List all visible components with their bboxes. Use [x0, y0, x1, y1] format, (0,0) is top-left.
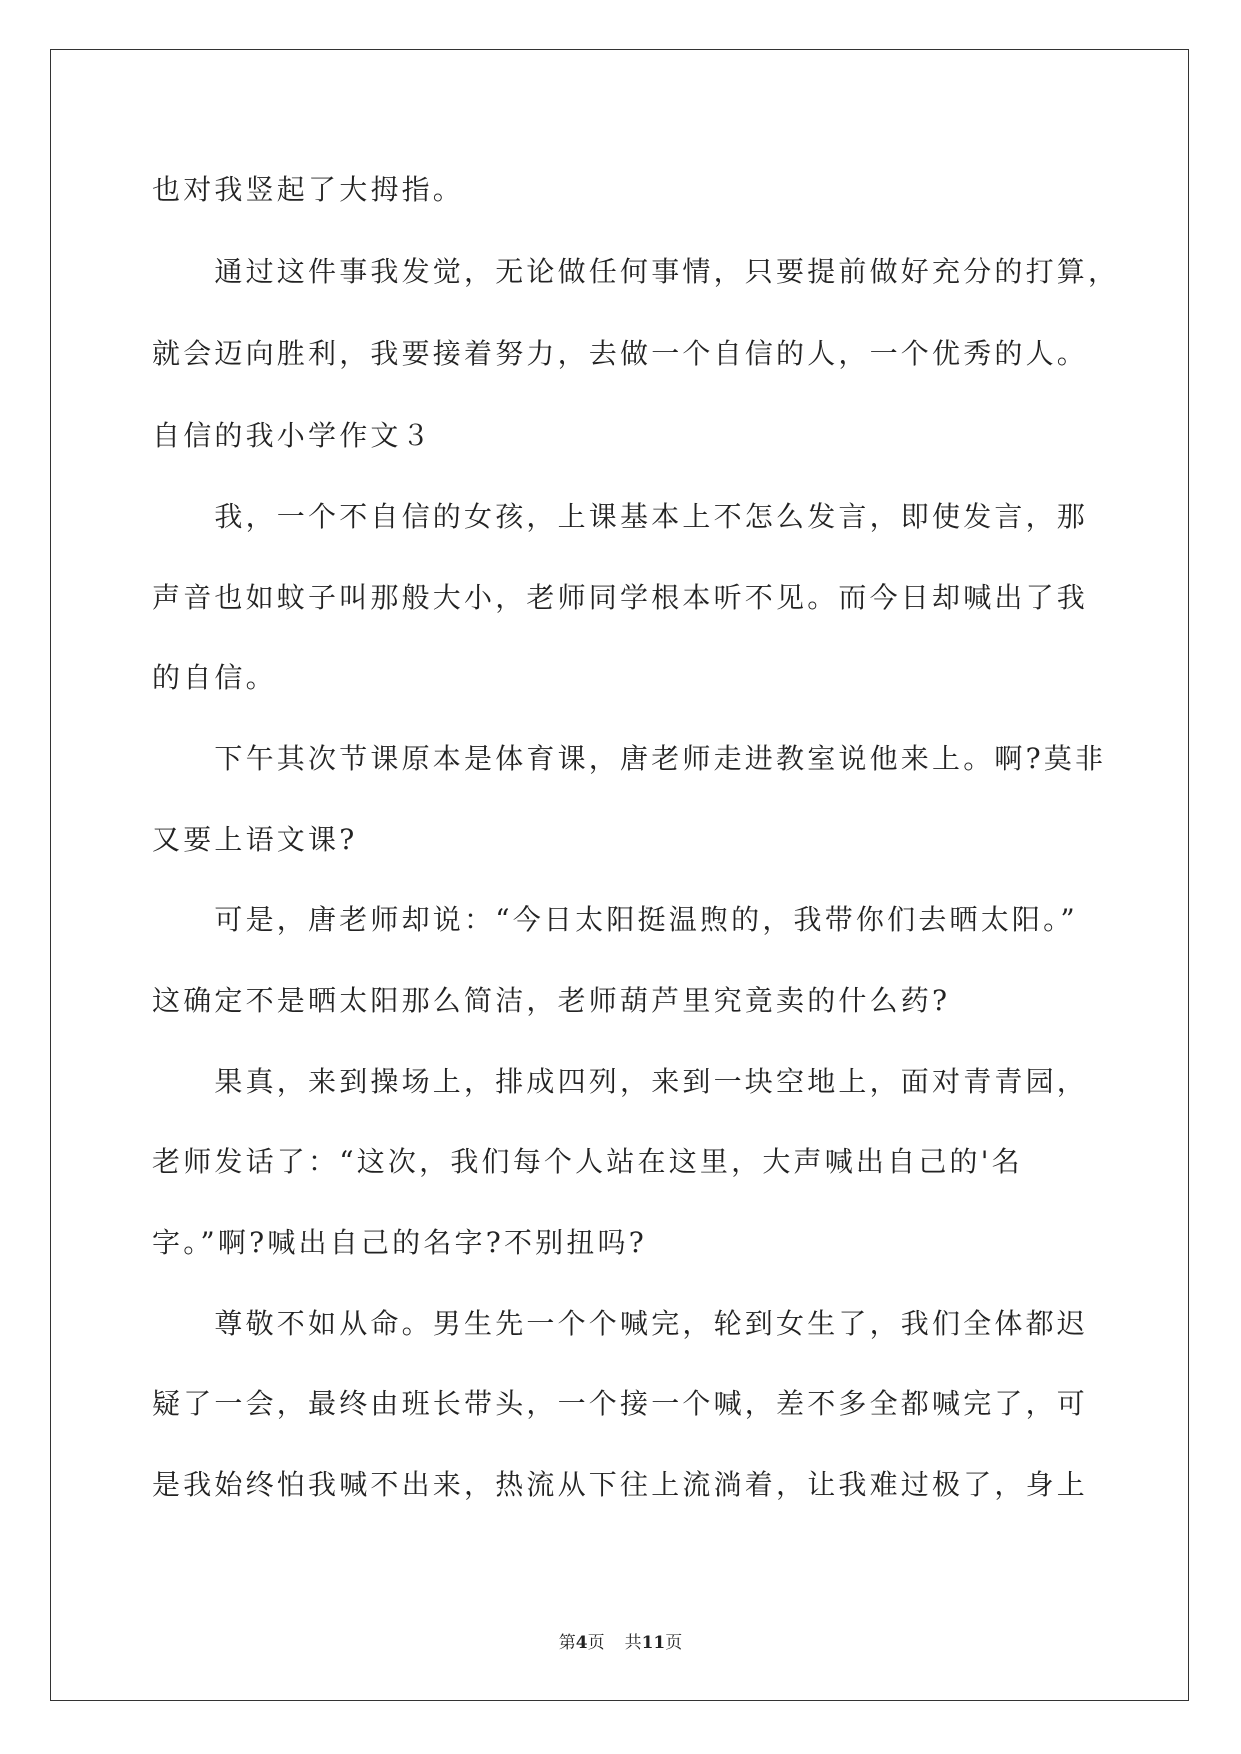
- page-suffix: 页: [587, 1633, 605, 1653]
- text-line: 也对我竖起了大拇指。: [152, 173, 465, 206]
- section-heading: 自信的我小学作文３: [152, 419, 433, 452]
- text-line: 就会迈向胜利，我要接着努力，去做一个自信的人，一个优秀的人。: [152, 337, 1089, 370]
- text-line: 的自信。: [152, 661, 277, 694]
- text-line: 又要上语文课?: [152, 823, 358, 856]
- page-border: [50, 49, 1189, 1701]
- text-line: 下午其次节课原本是体育课，唐老师走进教室说他来上。啊?莫非: [152, 742, 1107, 775]
- total-suffix: 页: [665, 1633, 683, 1653]
- text-line: 这确定不是晒太阳那么简洁，老师葫芦里究竟卖的什么药?: [152, 984, 951, 1017]
- text-line: 我，一个不自信的女孩，上课基本上不怎么发言，即使发言，那: [152, 500, 1089, 533]
- total-prefix: 共: [624, 1633, 642, 1653]
- text-line: 是我始终怕我喊不出来，热流从下往上流淌着，让我难过极了，身上: [152, 1468, 1089, 1501]
- text-line: 疑了一会，最终由班长带头，一个接一个喊，差不多全都喊完了，可: [152, 1387, 1089, 1420]
- page-number: 4: [575, 1633, 588, 1653]
- text-line: 可是，唐老师却说：“今日太阳挺温煦的，我带你们去晒太阳。”: [152, 903, 1078, 936]
- text-line: 字。”啊?喊出自己的名字?不别扭吗?: [152, 1226, 647, 1259]
- page-footer: [0, 1631, 1241, 1655]
- text-line: 声音也如蚊子叫那般大小，老师同学根本听不见。而今日却喊出了我: [152, 581, 1089, 614]
- text-line: 果真，来到操场上，排成四列，来到一块空地上，面对青青园，: [152, 1065, 1089, 1098]
- text-line: 通过这件事我发觉，无论做任何事情，只要提前做好充分的打算，: [152, 255, 1120, 288]
- text-line: 老师发话了：“这次，我们每个人站在这里，大声喊出自己的'名: [152, 1145, 1023, 1178]
- text-line: 尊敬不如从命。男生先一个个喊完，轮到女生了，我们全体都迟: [152, 1307, 1089, 1340]
- page-prefix: 第: [558, 1633, 576, 1653]
- total-pages: 11: [641, 1633, 666, 1653]
